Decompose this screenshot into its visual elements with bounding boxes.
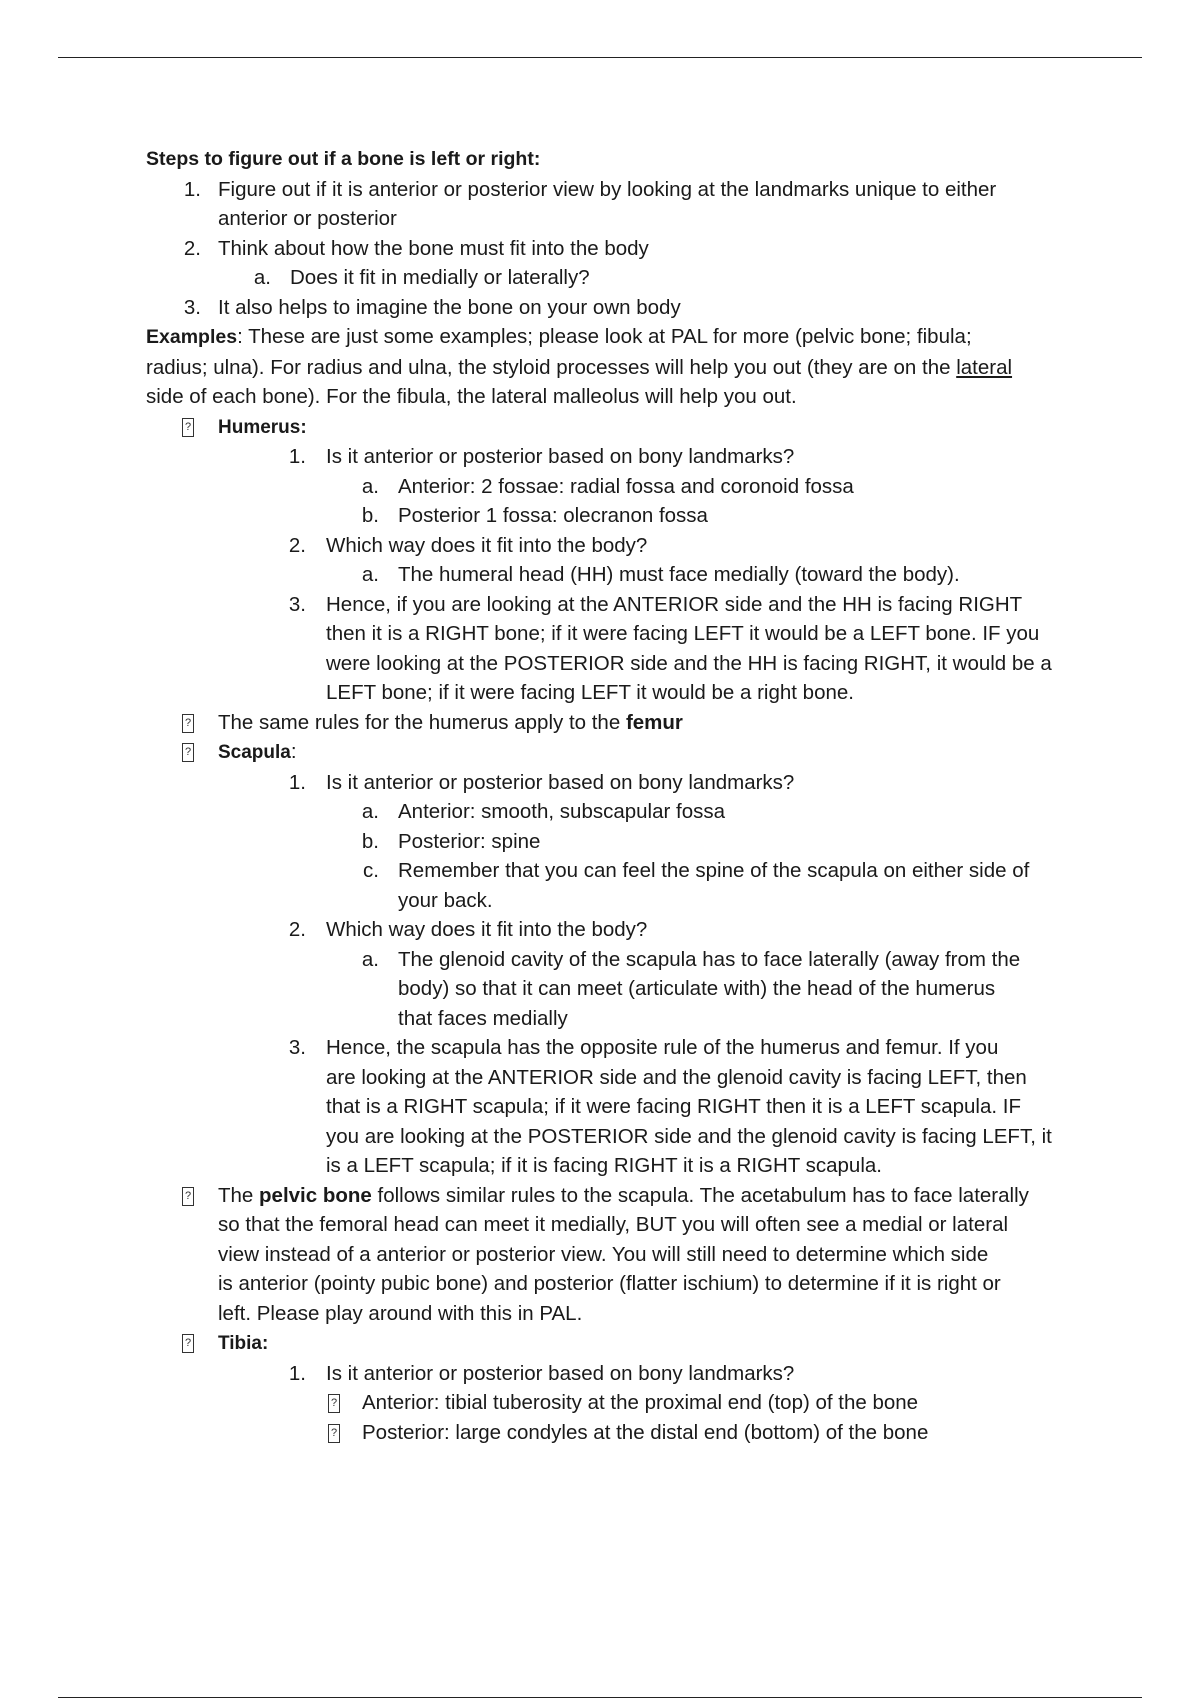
humerus-q3-cont-1 — [146, 619, 1096, 649]
scapula-q3-text-1: Hence, the scapula has the opposite rule of the humerus and femur. If you — [326, 1036, 999, 1059]
scapula-colon: : — [290, 740, 297, 763]
step-3-text: It also helps to imagine the bone on your own body — [218, 295, 681, 319]
humerus-q2 — [146, 531, 1096, 561]
scapula-q3 — [146, 1033, 1096, 1063]
humerus-q1-number: 1. — [288, 445, 306, 468]
scapula-q1c-text-2: your back. — [398, 888, 493, 912]
humerus-q3-text-2: then it is a RIGHT bone; if it were facing LEFT it would be a LEFT bone. IF you — [326, 622, 1040, 645]
step-3-number: 3. — [183, 295, 201, 319]
humerus-q1a-text: Anterior: 2 fossae: radial fossa and coronoid fossa — [398, 474, 854, 498]
examples-text-1: : These are just some examples; please look at PAL for more (pelvic bone; fibula; — [237, 325, 972, 348]
step-2-text: Think about how the bone must fit into the body — [218, 236, 649, 260]
humerus-q3-text-3: were looking at the POSTERIOR side and the HH is facing RIGHT, it would be a — [326, 651, 1052, 675]
scapula-q1c-cont — [146, 886, 1096, 916]
step-1-continued — [146, 204, 1096, 234]
humerus-q3-cont-3 — [146, 678, 1096, 708]
step-1-text-cont: anterior or posterior — [218, 207, 397, 230]
examples-lateral-underlined: lateral — [956, 355, 1013, 379]
scapula-q2a — [146, 945, 1096, 975]
examples-text-2: radius; ulna). For radius and ulna, the styloid processes will help you out (they are on the — [146, 355, 957, 379]
femur-bullet — [146, 708, 1096, 738]
missing-glyph-bullet-icon: ? — [328, 1394, 340, 1413]
humerus-q3 — [146, 590, 1096, 620]
humerus-q2-number: 2. — [288, 533, 306, 557]
pelvic-text-3: is anterior (pointy pubic bone) and posterior (flatter ischium) to determine if it is right or — [218, 1272, 1001, 1295]
scapula-q2a-cont-1 — [146, 974, 1096, 1004]
pelvic-text-4: left. Please play around with this in PAL. — [218, 1301, 583, 1325]
scapula-q1b-text: Posterior: spine — [398, 829, 541, 853]
examples-label: Examples — [146, 326, 238, 348]
examples-line-2 — [146, 353, 1096, 383]
humerus-q1a-letter: a. — [361, 474, 379, 498]
step-1 — [146, 175, 1096, 205]
pelvic-cont-4 — [146, 1299, 1096, 1329]
tibia-posterior-text: Posterior: large condyles at the distal end (bottom) of the bone — [362, 1420, 929, 1444]
scapula-q1-number: 1. — [288, 770, 306, 794]
top-rule — [58, 57, 1142, 58]
tibia-q1-text: Is it anterior or posterior based on bony landmarks? — [326, 1361, 795, 1385]
humerus-q1b-text: Posterior 1 fossa: olecranon fossa — [398, 504, 708, 527]
scapula-q1b-letter: b. — [361, 829, 379, 853]
missing-glyph-bullet-icon: ? — [328, 1424, 340, 1443]
humerus-q2a-text: The humeral head (HH) must face medially (toward the body). — [398, 563, 960, 586]
scapula-q3-text-3: that is a RIGHT scapula; if it were facing RIGHT then it is a LEFT scapula. IF — [326, 1095, 1021, 1118]
humerus-q1-text: Is it anterior or posterior based on bony landmarks? — [326, 445, 795, 468]
missing-glyph-bullet-icon: ? — [182, 418, 194, 437]
femur-text: The same rules for the humerus apply to the — [218, 710, 626, 734]
pelvic-text-1: so that the femoral head can meet it medially, BUT you will often see a medial or lateral — [218, 1213, 1009, 1236]
tibia-posterior — [146, 1418, 1096, 1448]
humerus-bullet — [146, 412, 1096, 443]
scapula-q1c-letter: c. — [363, 859, 379, 882]
scapula-q3-text-5: is a LEFT scapula; if it is facing RIGHT it is a RIGHT scapula. — [326, 1154, 882, 1177]
scapula-q2a-text-1: The glenoid cavity of the scapula has to face laterally (away from the — [398, 947, 1021, 971]
missing-glyph-bullet-icon: ? — [182, 743, 194, 762]
step-2-number: 2. — [183, 236, 201, 260]
scapula-bullet — [146, 737, 1096, 768]
femur-bold: femur — [625, 710, 683, 734]
scapula-q3-text-4: you are looking at the POSTERIOR side and the glenoid cavity is facing LEFT, it — [326, 1124, 1052, 1148]
tibia-bullet — [146, 1328, 1096, 1359]
humerus-q3-number: 3. — [288, 592, 306, 616]
examples-text-3: side of each bone). For the fibula, the lateral malleolus will help you out. — [146, 385, 797, 408]
scapula-q1a-letter: a. — [361, 800, 379, 823]
scapula-q2-number: 2. — [288, 918, 306, 941]
scapula-q3-cont-1 — [146, 1063, 1096, 1093]
scapula-q1c — [146, 856, 1096, 886]
humerus-q1 — [146, 442, 1096, 472]
humerus-title: Humerus: — [218, 416, 307, 438]
step-1-text: Figure out if it is anterior or posterior view by looking at the landmarks unique to either — [218, 177, 997, 201]
tibia-anterior — [146, 1388, 1096, 1418]
scapula-q3-number: 3. — [288, 1036, 306, 1059]
missing-glyph-bullet-icon: ? — [182, 714, 194, 733]
step-1-number: 1. — [183, 177, 201, 201]
examples-line-1 — [146, 322, 1096, 353]
humerus-q2a — [146, 560, 1096, 590]
step-2a-text: Does it fit in medially or laterally? — [290, 266, 590, 289]
humerus-q3-text-4: LEFT bone; if it were facing LEFT it would be a right bone. — [326, 681, 854, 704]
scapula-q3-cont-2 — [146, 1092, 1096, 1122]
bottom-rule — [58, 1697, 1142, 1698]
step-2a — [146, 263, 1096, 293]
pelvic-bold: pelvic bone — [259, 1183, 372, 1207]
humerus-q1b-letter: b. — [361, 504, 379, 527]
step-3 — [146, 293, 1096, 323]
scapula-q1-text: Is it anterior or posterior based on bony landmarks? — [326, 770, 795, 794]
steps-heading: Steps to figure out if a bone is left or right: — [146, 148, 541, 170]
pelvic-post: follows similar rules to the scapula. The acetabulum has to face laterally — [371, 1183, 1029, 1207]
humerus-q2a-letter: a. — [361, 563, 379, 586]
tibia-q1-number: 1. — [288, 1361, 306, 1385]
examples-line-3 — [146, 382, 1096, 412]
pelvic-cont-3 — [146, 1269, 1096, 1299]
missing-glyph-bullet-icon: ? — [182, 1334, 194, 1353]
missing-glyph-bullet-icon: ? — [182, 1187, 194, 1206]
pelvic-text-2: view instead of a anterior or posterior view. You will still need to determine which side — [218, 1242, 989, 1266]
scapula-q2a-cont-2 — [146, 1004, 1096, 1034]
scapula-q1b — [146, 827, 1096, 857]
scapula-q1c-text-1: Remember that you can feel the spine of the scapula on either side of — [398, 859, 1030, 882]
scapula-q2a-letter: a. — [361, 947, 379, 971]
tibia-anterior-text: Anterior: tibial tuberosity at the proximal end (top) of the bone — [362, 1391, 919, 1414]
humerus-q1a — [146, 472, 1096, 502]
scapula-q3-cont-3 — [146, 1122, 1096, 1152]
tibia-q1 — [146, 1359, 1096, 1389]
scapula-q1a — [146, 797, 1096, 827]
pelvic-cont-2 — [146, 1240, 1096, 1270]
scapula-title: Scapula — [218, 742, 291, 763]
scapula-q1a-text: Anterior: smooth, subscapular fossa — [398, 800, 726, 823]
humerus-q1b — [146, 501, 1096, 531]
tibia-title: Tibia: — [218, 1333, 269, 1354]
humerus-q2-text: Which way does it fit into the body? — [326, 533, 648, 557]
pelvic-pre: The — [218, 1183, 260, 1207]
pelvic-bullet — [146, 1181, 1096, 1211]
scapula-q1 — [146, 768, 1096, 798]
document-body — [146, 145, 1096, 1447]
pelvic-cont-1 — [146, 1210, 1096, 1240]
scapula-q3-cont-4 — [146, 1151, 1096, 1181]
step-2 — [146, 234, 1096, 264]
scapula-q3-text-2: are looking at the ANTERIOR side and the glenoid cavity is facing LEFT, then — [326, 1065, 1027, 1089]
humerus-q3-text-1: Hence, if you are looking at the ANTERIOR side and the HH is facing RIGHT — [326, 592, 1023, 616]
scapula-q2 — [146, 915, 1096, 945]
scapula-q2a-text-3: that faces medially — [398, 1006, 568, 1030]
scapula-q2a-text-2: body) so that it can meet (articulate with) the head of the humerus — [398, 977, 996, 1000]
humerus-q3-cont-2 — [146, 649, 1096, 679]
scapula-q2-text: Which way does it fit into the body? — [326, 918, 648, 941]
step-2a-letter: a. — [253, 266, 271, 289]
